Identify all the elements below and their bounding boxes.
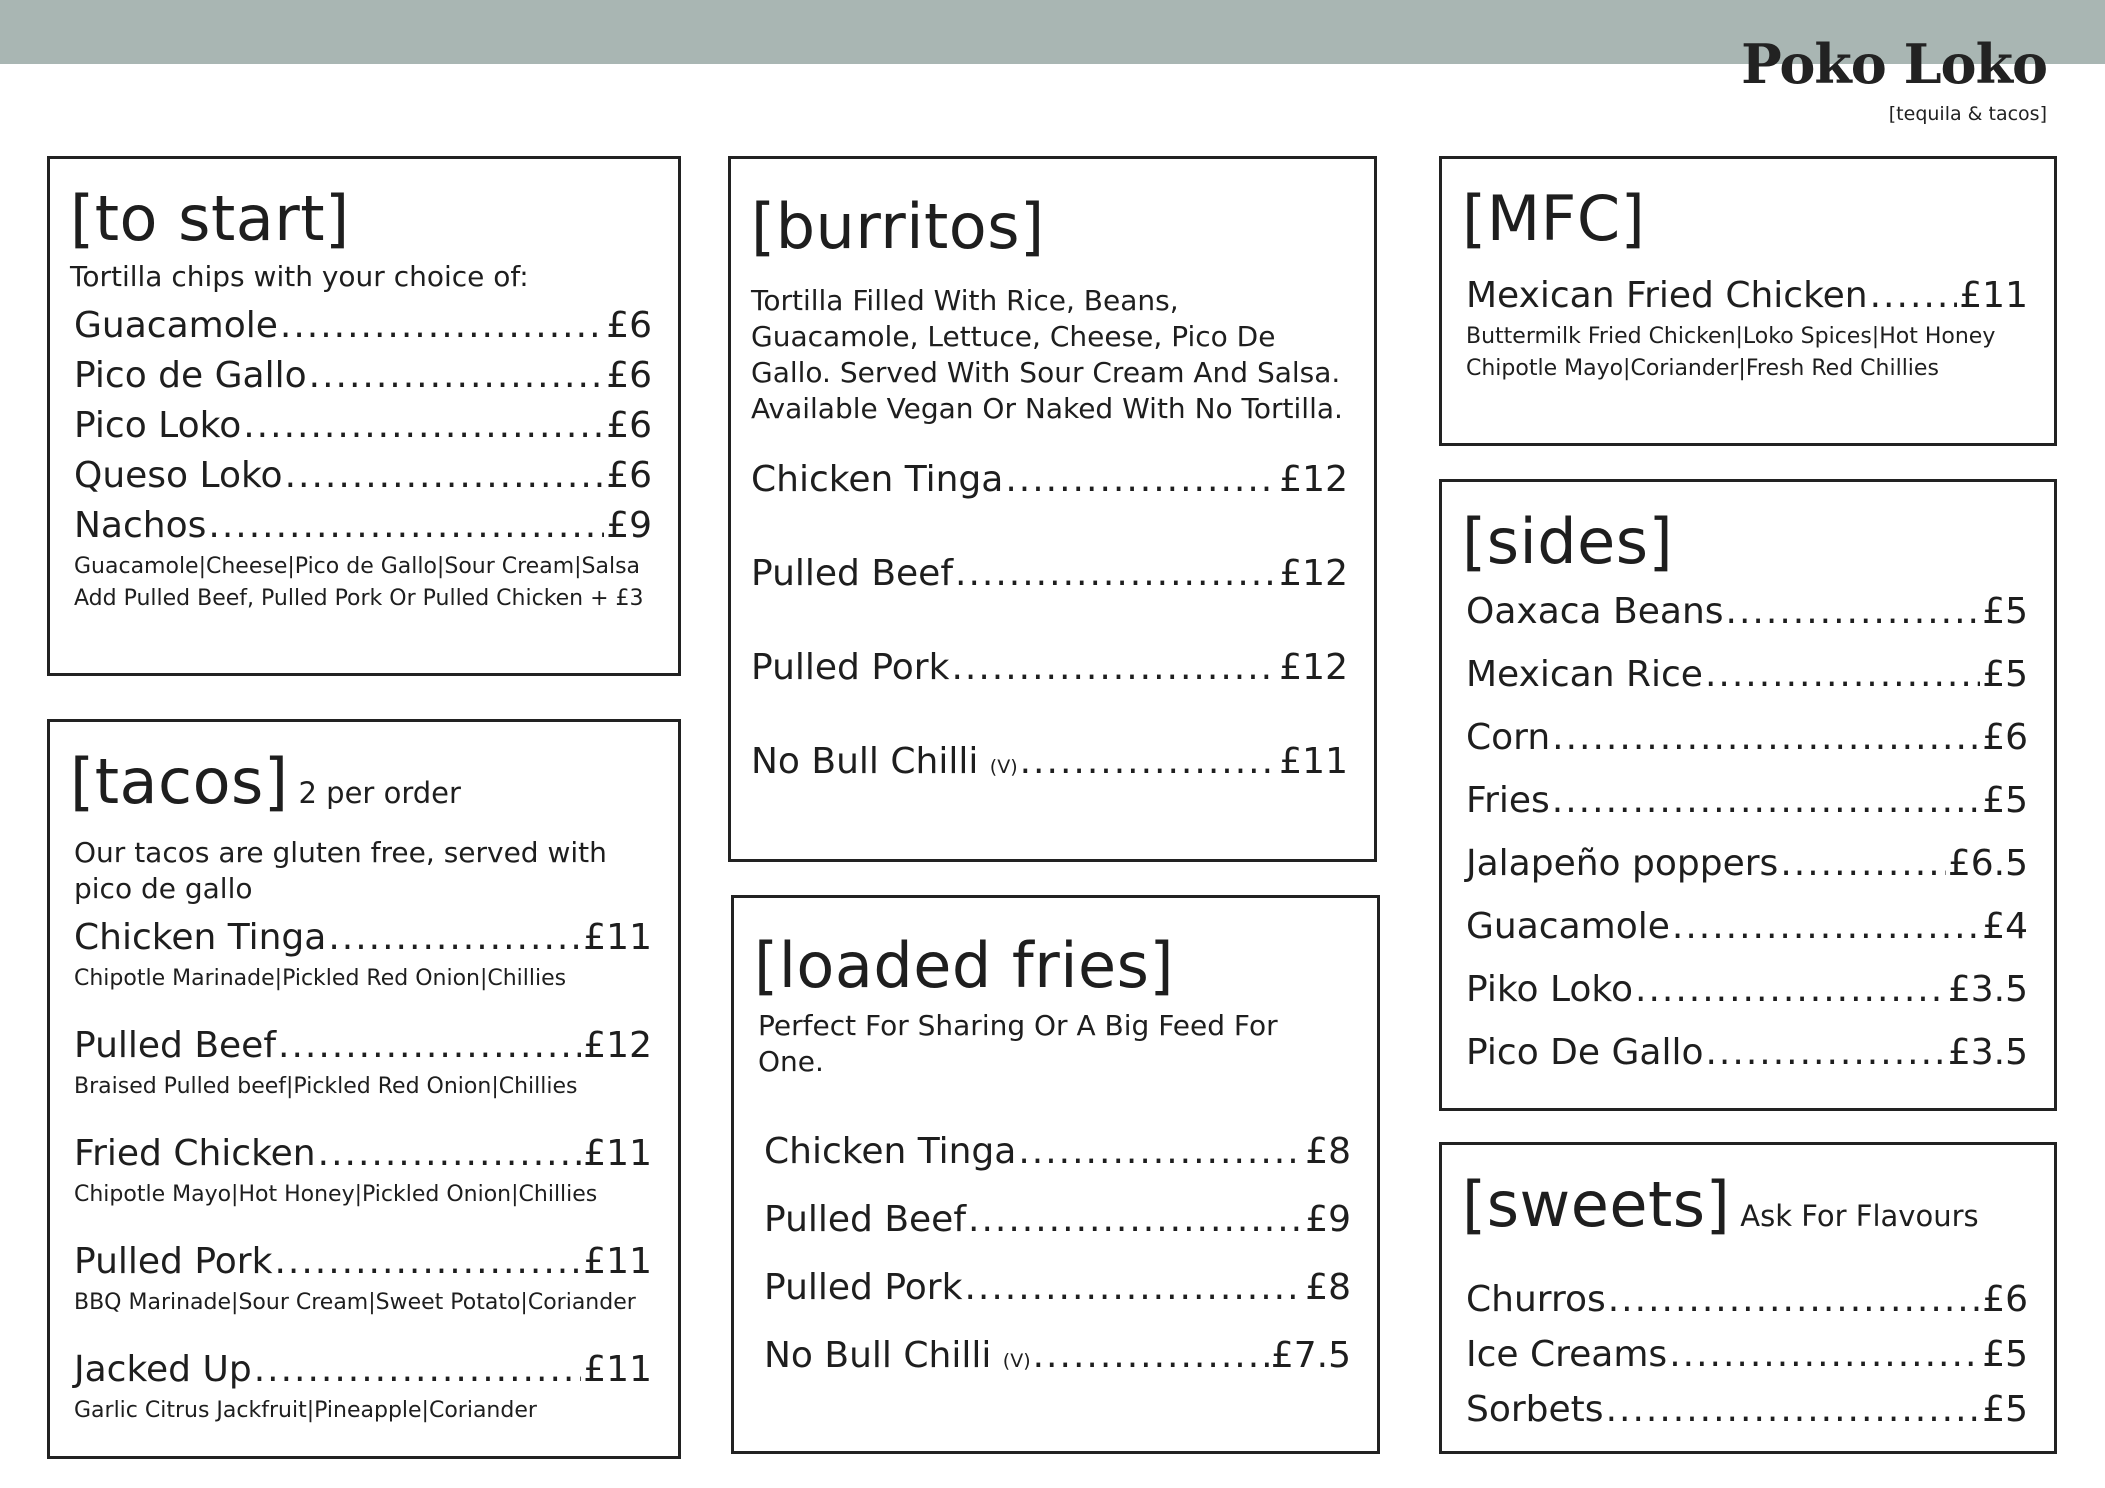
item-price: £11 [583,1241,652,1282]
item-price: £8 [1305,1267,1351,1308]
item-price: £11 [583,917,652,958]
leader-dots [1705,643,1980,706]
menu-item [70,1345,652,1395]
item-name: Pulled Pork [751,647,950,688]
leader-dots [1635,958,1946,1021]
leader-dots [1018,1118,1303,1186]
item-name: Pulled Pork [74,1241,273,1282]
item-price: £12 [1279,647,1348,688]
leader-dots [1020,715,1278,809]
leader-dots [280,301,604,351]
leader-dots [1669,1327,1980,1382]
item-name: Ice Creams [1466,1334,1668,1375]
menu-item [1462,832,2028,895]
menu-item [1462,706,2028,769]
item-name: Churros [1466,1279,1606,1320]
leader-dots [243,401,604,451]
item-price: £7.5 [1270,1335,1351,1376]
item-price: £5 [1982,780,2028,821]
menu-item [1462,580,2028,643]
leader-dots [968,1186,1303,1254]
item-name: Queso Loko [74,455,283,496]
item-price: £5 [1982,591,2028,632]
menu-item [754,1254,1351,1322]
leader-dots [1552,769,1980,832]
leader-dots [1033,1322,1269,1390]
item-name: Pulled Beef [764,1199,967,1240]
leader-dots [955,527,1277,621]
leader-dots [951,621,1277,715]
item-name: Pico De Gallo [1466,1032,1704,1073]
leader-dots [964,1254,1303,1322]
item-name [751,715,1018,814]
menu-item [70,501,652,551]
menu-item [70,1021,652,1071]
vegan-marker: (V) [989,756,1018,778]
leader-dots [254,1345,582,1395]
item-name: Mexican Fried Chicken [1466,275,1868,316]
leader-dots [1672,895,1980,958]
item-price: £3.5 [1947,969,2028,1010]
leader-dots [278,1021,581,1071]
section-title [70,745,652,827]
menu-item [1462,895,2028,958]
section-subtitle: 2 per order [298,776,461,810]
menu-item [754,1186,1351,1254]
menu-item [751,621,1348,715]
item-price: £9 [1305,1199,1351,1240]
leader-dots [1705,1021,1945,1084]
item-price: £4 [1982,906,2028,947]
item-name: Piko Loko [1466,969,1633,1010]
item-addon-note: Add Pulled Beef, Pulled Pork Or Pulled Chicken + £3 [74,586,644,611]
leader-dots [1870,271,1958,321]
item-price: £11 [1959,275,2028,316]
item-description: BBQ Marinade|Sour Cream|Sweet Potato|Coriander [74,1290,636,1315]
menu-item [1462,271,2028,321]
item-name: Pulled Pork [764,1267,963,1308]
item-description: Guacamole|Cheese|Pico de Gallo|Sour Cream|Salsa [74,554,641,579]
section-title-text: [tacos] [70,745,289,818]
menu-item [70,301,652,351]
section-title: [MFC] [1462,182,1646,255]
leader-dots [1005,433,1277,527]
leader-dots [1726,580,1981,643]
item-price: £6 [606,355,652,396]
item-name: Pulled Beef [74,1025,277,1066]
section-title-text: [sweets] [1462,1168,1731,1241]
section-title: [sides] [1462,505,1674,578]
menu-item [70,401,652,451]
section-title: [to start] [70,182,350,255]
item-price: £11 [583,1349,652,1390]
menu-item [1462,1021,2028,1084]
brand-logo [1741,28,2047,126]
item-name: Guacamole [1466,906,1670,947]
menu-item [1462,958,2028,1021]
menu-item [1462,769,2028,832]
menu-item [1462,1272,2028,1327]
section-sides [1439,479,2057,1111]
item-description: Garlic Citrus Jackfruit|Pineapple|Coriander [74,1398,537,1423]
leader-dots [274,1237,581,1287]
item-price: £5 [1982,1334,2028,1375]
item-price: £6 [606,305,652,346]
item-name: Chicken Tinga [751,459,1004,500]
item-description: Chipotle Mayo|Coriander|Fresh Red Chillies [1466,356,1939,381]
item-description: Braised Pulled beef|Pickled Red Onion|Chillies [74,1074,578,1099]
section-title: [burritos] [751,190,1045,263]
item-description: Buttermilk Fried Chicken|Loko Spices|Hot Honey [1466,324,1996,349]
section-title: [loaded fries] [754,929,1175,1002]
item-price: £12 [583,1025,652,1066]
item-price: £6 [1982,1279,2028,1320]
menu-item [1462,643,2028,706]
menu-item [1462,1382,2028,1437]
menu-item [754,1322,1351,1395]
section-to-start [47,156,681,676]
item-name [764,1322,1031,1395]
item-name: Jalapeño poppers [1466,843,1779,884]
section-mfc [1439,156,2057,446]
item-price: £11 [1279,741,1348,782]
section-sweets [1439,1142,2057,1454]
item-description: Chipotle Mayo|Hot Honey|Pickled Onion|Chillies [74,1182,598,1207]
section-title [1462,1168,2028,1250]
menu-item [1462,1327,2028,1382]
menu-item [70,1237,652,1287]
item-name: Oaxaca Beans [1466,591,1724,632]
item-price: £6 [606,405,652,446]
section-subtitle: Ask For Flavours [1740,1199,1979,1233]
section-intro: Our tacos are gluten free, served with pico de gallo [74,836,607,905]
item-price: £5 [1982,1389,2028,1430]
item-name-text: No Bull Chilli [764,1335,992,1376]
menu-item [70,451,652,501]
section-burritos [728,156,1377,862]
item-price: £12 [1279,553,1348,594]
item-name: Chicken Tinga [764,1131,1017,1172]
item-description: Chipotle Marinade|Pickled Red Onion|Chillies [74,966,567,991]
item-name: Jacked Up [74,1349,252,1390]
item-price: £11 [583,1133,652,1174]
section-tacos [47,719,681,1459]
item-name: Nachos [74,505,207,546]
item-name: Pico Loko [74,405,242,446]
item-price: £8 [1305,1131,1351,1172]
menu-item [70,1129,652,1179]
item-price: £12 [1279,459,1348,500]
vegan-marker: (V) [1002,1350,1031,1372]
menu-item [751,433,1348,527]
brand-tagline: [tequila & tacos] [1888,103,2047,125]
menu-item [70,913,652,963]
leader-dots [285,451,605,501]
leader-dots [1780,832,1946,895]
leader-dots [318,1129,582,1179]
item-name-text: No Bull Chilli [751,741,979,782]
item-price: £6 [606,455,652,496]
section-loaded-fries [731,895,1380,1454]
item-price: £9 [606,505,652,546]
leader-dots [328,913,581,963]
item-name: Guacamole [74,305,278,346]
item-price: £6 [1982,717,2028,758]
item-name: Sorbets [1466,1389,1604,1430]
item-name: Chicken Tinga [74,917,327,958]
brand-name: Poko Loko [1741,32,2047,96]
leader-dots [309,351,605,401]
leader-dots [208,501,604,551]
item-price: £6.5 [1947,843,2028,884]
menu-item [754,1118,1351,1186]
leader-dots [1552,706,1980,769]
item-name: Pulled Beef [751,553,954,594]
section-intro: Tortilla chips with your choice of: [70,260,529,293]
section-intro: Tortilla Filled With Rice, Beans, Guacamole, Lettuce, Cheese, Pico De Gallo. Served With Sour Cream And Salsa. Available Vegan Or Naked With No Tortilla. [751,284,1343,425]
item-name: Fries [1466,780,1550,821]
item-price: £3.5 [1947,1032,2028,1073]
leader-dots [1606,1382,1981,1437]
menu-item [751,527,1348,621]
leader-dots [1608,1272,1980,1327]
item-name: Fried Chicken [74,1133,316,1174]
item-name: Pico de Gallo [74,355,307,396]
item-price: £5 [1982,654,2028,695]
item-name: Corn [1466,717,1551,758]
item-name: Mexican Rice [1466,654,1703,695]
menu-item [751,715,1348,814]
section-intro: Perfect For Sharing Or A Big Feed For One. [758,1009,1278,1078]
menu-item [70,351,652,401]
